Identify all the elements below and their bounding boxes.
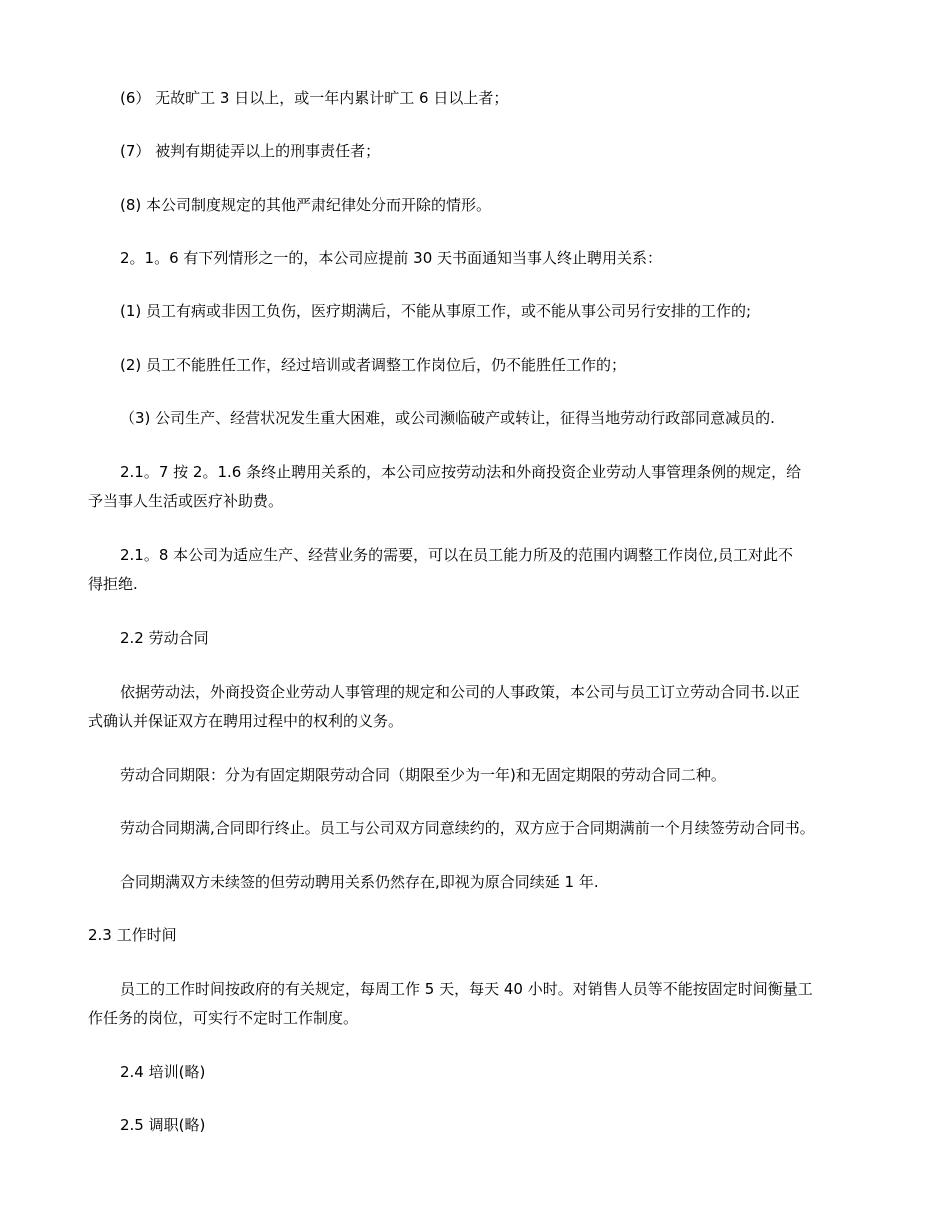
- paragraph-line: （3) 公司生产、经营状况发生重大困难，或公司濒临破产或转让，征得当地劳动行政部同意减员的.: [120, 409, 775, 427]
- paragraph-line: 2.1。8 本公司为适应生产、经营业务的需要，可以在员工能力所及的范围内调整工作岗位,员工对此不: [120, 546, 793, 564]
- paragraph-line: (7） 被判有期徒弄以上的刑事责任者；: [120, 142, 381, 160]
- paragraph-line: 员工的工作时间按政府的有关规定，每周工作 5 天，每天 40 小时。对销售人员等不能按固定时间衡量工: [120, 980, 813, 998]
- section-heading: 2.2 劳动合同: [120, 629, 209, 647]
- paragraph-line: 得拒绝.: [88, 575, 138, 593]
- paragraph-line: 式确认并保证双方在聘用过程中的权利的义务。: [88, 712, 404, 730]
- paragraph-line: 予当事人生活或医疗补助费。: [88, 492, 284, 510]
- section-heading: 2.3 工作时间: [88, 926, 177, 944]
- section-heading: 2.5 调职(略): [120, 1116, 206, 1134]
- paragraph-line: 依据劳动法，外商投资企业劳动人事管理的规定和公司的人事政策，本公司与员工订立劳动合同书.以正: [120, 683, 800, 701]
- paragraph-line: 作任务的岗位，可实行不定时工作制度。: [88, 1009, 359, 1027]
- paragraph-line: (6） 无故旷工 3 日以上，或一年内累计旷工 6 日以上者；: [120, 89, 509, 107]
- section-heading: 2.4 培训(略): [120, 1063, 206, 1081]
- paragraph-line: 劳动合同期满,合同即行终止。员工与公司双方同意续约的，双方应于合同期满前一个月续签劳动合同书。: [120, 819, 815, 837]
- paragraph-line: 合同期满双方未续签的但劳动聘用关系仍然存在,即视为原合同续延 1 年.: [120, 873, 599, 891]
- paragraph-line: (8) 本公司制度规定的其他严肃纪律处分而开除的情形。: [120, 196, 492, 214]
- paragraph-line: 2.1。7 按 2。1.6 条终止聘用关系的，本公司应按劳动法和外商投资企业劳动人事管理条例的规定，给: [120, 463, 802, 481]
- paragraph-line: (1) 员工有病或非因工负伤，医疗期满后，不能从事原工作，或不能从事公司另行安排的工作的;: [120, 302, 752, 320]
- paragraph-line: 劳动合同期限：分为有固定期限劳动合同（期限至少为一年)和无固定期限的劳动合同二种。: [120, 766, 726, 784]
- paragraph-line: (2) 员工不能胜任工作，经过培训或者调整工作岗位后，仍不能胜任工作的；: [120, 356, 627, 374]
- paragraph-line: 2。1。6 有下列情形之一的，本公司应提前 30 天书面通知当事人终止聘用关系：: [120, 249, 663, 267]
